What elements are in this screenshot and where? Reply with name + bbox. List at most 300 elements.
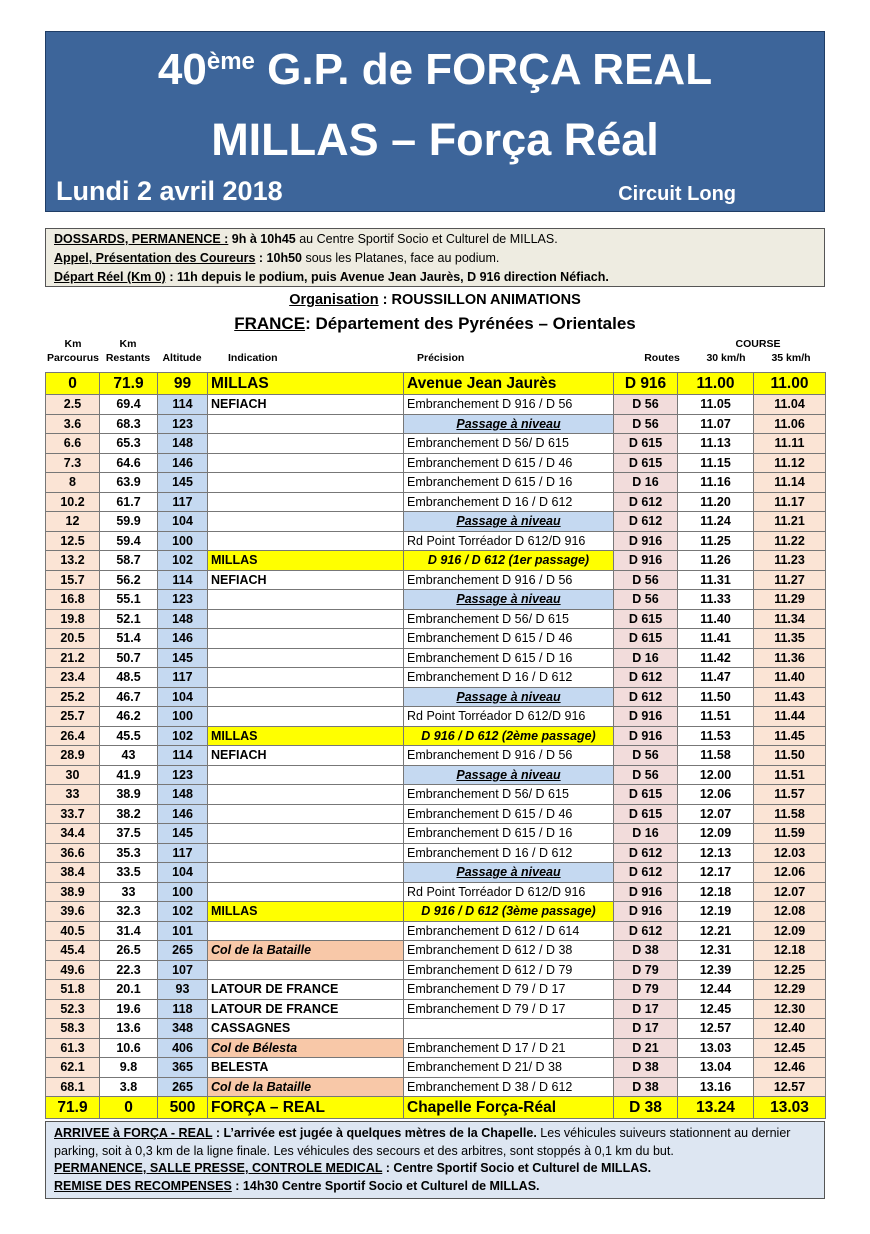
altitude-cell: 148 (158, 785, 208, 805)
km-cell: 34.4 (46, 824, 100, 844)
table-row (46, 999, 826, 1019)
route-cell: D 16 (614, 473, 678, 493)
col-prec-header: Précision (417, 352, 465, 364)
route-cell: D 615 (614, 434, 678, 454)
remaining-cell: 56.2 (100, 570, 158, 590)
route-cell: D 615 (614, 453, 678, 473)
table-row (46, 373, 826, 395)
remaining-cell: 41.9 (100, 765, 158, 785)
remaining-cell: 48.5 (100, 668, 158, 688)
remaining-cell: 69.4 (100, 395, 158, 415)
km-cell: 10.2 (46, 492, 100, 512)
time-35-cell: 12.18 (754, 941, 826, 961)
indication-cell (208, 590, 404, 610)
km-cell: 51.8 (46, 980, 100, 1000)
precision-cell: D 916 / D 612 (2ème passage) (404, 726, 614, 746)
km-cell: 15.7 (46, 570, 100, 590)
time-35-cell: 11.29 (754, 590, 826, 610)
route-cell: D 56 (614, 765, 678, 785)
precision-cell: Embranchement D 615 / D 46 (404, 804, 614, 824)
table-row (46, 980, 826, 1000)
route-cell: D 916 (614, 373, 678, 395)
table-row (46, 648, 826, 668)
km-cell: 49.6 (46, 960, 100, 980)
time-30-cell: 11.25 (678, 531, 754, 551)
remaining-cell: 52.1 (100, 609, 158, 629)
altitude-cell: 99 (158, 373, 208, 395)
indication-cell (208, 804, 404, 824)
route-cell: D 612 (614, 668, 678, 688)
indication-cell: MILLAS (208, 373, 404, 395)
route-cell: D 17 (614, 1019, 678, 1039)
km-cell: 12.5 (46, 531, 100, 551)
indication-cell: CASSAGNES (208, 1019, 404, 1039)
remaining-cell: 37.5 (100, 824, 158, 844)
precision-cell: Chapelle Força-Réal (404, 1097, 614, 1119)
time-35-cell: 12.46 (754, 1058, 826, 1078)
time-35-cell: 11.17 (754, 492, 826, 512)
precision-cell: Embranchement D 16 / D 612 (404, 668, 614, 688)
remaining-cell: 26.5 (100, 941, 158, 961)
indication-cell (208, 629, 404, 649)
table-row (46, 453, 826, 473)
km-cell: 28.9 (46, 746, 100, 766)
indication-cell (208, 785, 404, 805)
time-30-cell: 11.42 (678, 648, 754, 668)
time-35-cell: 11.57 (754, 785, 826, 805)
info-line-appel: Appel, Présentation des Coureurs : 10h50 sous les Platanes, face au podium. (54, 251, 500, 265)
remaining-cell: 59.9 (100, 512, 158, 532)
altitude-cell: 102 (158, 726, 208, 746)
route-cell: D 615 (614, 804, 678, 824)
col-course-header: COURSE (735, 338, 781, 350)
altitude-cell: 365 (158, 1058, 208, 1078)
indication-cell (208, 531, 404, 551)
remaining-cell: 46.2 (100, 707, 158, 727)
time-35-cell: 11.27 (754, 570, 826, 590)
route-cell: D 21 (614, 1038, 678, 1058)
time-30-cell: 13.04 (678, 1058, 754, 1078)
altitude-cell: 104 (158, 512, 208, 532)
altitude-cell: 102 (158, 902, 208, 922)
time-30-cell: 12.31 (678, 941, 754, 961)
altitude-cell: 146 (158, 453, 208, 473)
km-cell: 26.4 (46, 726, 100, 746)
time-30-cell: 12.21 (678, 921, 754, 941)
time-30-cell: 12.19 (678, 902, 754, 922)
altitude-cell: 117 (158, 492, 208, 512)
time-35-cell: 12.08 (754, 902, 826, 922)
km-cell: 71.9 (46, 1097, 100, 1119)
km-cell: 30 (46, 765, 100, 785)
time-30-cell: 11.15 (678, 453, 754, 473)
km-cell: 62.1 (46, 1058, 100, 1078)
remaining-cell: 0 (100, 1097, 158, 1119)
table-row (46, 687, 826, 707)
table-row (46, 960, 826, 980)
precision-cell: Embranchement D 79 / D 17 (404, 999, 614, 1019)
time-30-cell: 11.26 (678, 551, 754, 571)
time-35-cell: 11.14 (754, 473, 826, 493)
route-cell: D 615 (614, 609, 678, 629)
time-30-cell: 12.18 (678, 882, 754, 902)
indication-cell (208, 707, 404, 727)
precision-cell: Passage à niveau (404, 687, 614, 707)
precision-cell: Rd Point Torréador D 612/D 916 (404, 707, 614, 727)
km-cell: 36.6 (46, 843, 100, 863)
indication-cell (208, 609, 404, 629)
route-cell: D 56 (614, 570, 678, 590)
km-cell: 45.4 (46, 941, 100, 961)
precision-cell: Embranchement D 615 / D 46 (404, 453, 614, 473)
time-30-cell: 11.13 (678, 434, 754, 454)
indication-cell: NEFIACH (208, 395, 404, 415)
remaining-cell: 22.3 (100, 960, 158, 980)
table-row (46, 1097, 826, 1119)
km-cell: 38.9 (46, 882, 100, 902)
time-35-cell: 12.30 (754, 999, 826, 1019)
indication-cell (208, 882, 404, 902)
info-box (45, 228, 825, 287)
time-35-cell: 11.40 (754, 668, 826, 688)
route-cell: D 56 (614, 395, 678, 415)
time-30-cell: 11.33 (678, 590, 754, 610)
altitude-cell: 348 (158, 1019, 208, 1039)
route-cell: D 16 (614, 824, 678, 844)
time-35-cell: 11.58 (754, 804, 826, 824)
table-row (46, 882, 826, 902)
precision-cell: Embranchement D 615 / D 16 (404, 824, 614, 844)
col-ind-header: Indication (228, 352, 278, 364)
table-row (46, 590, 826, 610)
precision-cell: Embranchement D 612 / D 79 (404, 960, 614, 980)
km-cell: 58.3 (46, 1019, 100, 1039)
time-35-cell: 11.43 (754, 687, 826, 707)
altitude-cell: 102 (158, 551, 208, 571)
table-row (46, 1077, 826, 1097)
time-30-cell: 11.05 (678, 395, 754, 415)
time-30-cell: 12.17 (678, 863, 754, 883)
altitude-cell: 145 (158, 648, 208, 668)
km-cell: 21.2 (46, 648, 100, 668)
table-row (46, 492, 826, 512)
precision-cell: Avenue Jean Jaurès (404, 373, 614, 395)
precision-cell: Embranchement D 612 / D 38 (404, 941, 614, 961)
indication-cell (208, 512, 404, 532)
km-cell: 39.6 (46, 902, 100, 922)
table-row (46, 804, 826, 824)
indication-cell (208, 648, 404, 668)
precision-cell: D 916 / D 612 (1er passage) (404, 551, 614, 571)
indication-cell (208, 921, 404, 941)
altitude-cell: 93 (158, 980, 208, 1000)
indication-cell (208, 863, 404, 883)
precision-cell: Embranchement D 916 / D 56 (404, 746, 614, 766)
time-30-cell: 11.40 (678, 609, 754, 629)
table-row (46, 512, 826, 532)
time-35-cell: 11.12 (754, 453, 826, 473)
altitude-cell: 123 (158, 765, 208, 785)
table-row (46, 551, 826, 571)
precision-cell: Embranchement D 916 / D 56 (404, 570, 614, 590)
time-35-cell: 11.35 (754, 629, 826, 649)
time-30-cell: 12.45 (678, 999, 754, 1019)
time-35-cell: 11.51 (754, 765, 826, 785)
remaining-cell: 43 (100, 746, 158, 766)
altitude-cell: 107 (158, 960, 208, 980)
race-subtitle: MILLAS – Força Réal (211, 114, 659, 165)
route-cell: D 612 (614, 863, 678, 883)
remaining-cell: 19.6 (100, 999, 158, 1019)
time-30-cell: 11.00 (678, 373, 754, 395)
route-cell: D 916 (614, 531, 678, 551)
remaining-cell: 65.3 (100, 434, 158, 454)
altitude-cell: 146 (158, 804, 208, 824)
time-35-cell: 11.59 (754, 824, 826, 844)
time-35-cell: 11.21 (754, 512, 826, 532)
footer-box (45, 1121, 825, 1199)
table-row (46, 414, 826, 434)
altitude-cell: 148 (158, 609, 208, 629)
col-km-header: Km Parcourus (47, 338, 99, 364)
indication-cell: FORÇA – REAL (208, 1097, 404, 1119)
remaining-cell: 59.4 (100, 531, 158, 551)
time-30-cell: 12.00 (678, 765, 754, 785)
time-35-cell: 11.23 (754, 551, 826, 571)
table-row (46, 1019, 826, 1039)
precision-cell: D 916 / D 612 (3ème passage) (404, 902, 614, 922)
remaining-cell: 71.9 (100, 373, 158, 395)
table-row (46, 941, 826, 961)
time-30-cell: 11.07 (678, 414, 754, 434)
remaining-cell: 64.6 (100, 453, 158, 473)
time-30-cell: 13.03 (678, 1038, 754, 1058)
route-cell: D 916 (614, 726, 678, 746)
time-30-cell: 12.13 (678, 843, 754, 863)
time-35-cell: 11.34 (754, 609, 826, 629)
time-30-cell: 11.31 (678, 570, 754, 590)
remaining-cell: 38.9 (100, 785, 158, 805)
precision-cell: Passage à niveau (404, 512, 614, 532)
time-35-cell: 12.45 (754, 1038, 826, 1058)
route-cell: D 612 (614, 843, 678, 863)
precision-cell: Embranchement D 615 / D 16 (404, 473, 614, 493)
time-30-cell: 11.53 (678, 726, 754, 746)
time-35-cell: 11.22 (754, 531, 826, 551)
km-cell: 2.5 (46, 395, 100, 415)
indication-cell: BELESTA (208, 1058, 404, 1078)
indication-cell (208, 843, 404, 863)
table-row (46, 434, 826, 454)
altitude-cell: 118 (158, 999, 208, 1019)
indication-cell (208, 668, 404, 688)
table-row (46, 902, 826, 922)
precision-cell: Passage à niveau (404, 590, 614, 610)
time-30-cell: 11.16 (678, 473, 754, 493)
time-35-cell: 11.45 (754, 726, 826, 746)
remaining-cell: 46.7 (100, 687, 158, 707)
col-rest-header: Km Restants (105, 338, 151, 364)
remaining-cell: 10.6 (100, 1038, 158, 1058)
route-cell: D 916 (614, 707, 678, 727)
precision-cell: Passage à niveau (404, 765, 614, 785)
info-line-depart: Départ Réel (Km 0) : 11h depuis le podium, puis Avenue Jean Jaurès, D 916 direction Néfiach. (54, 270, 609, 284)
table-row (46, 629, 826, 649)
route-table-body (46, 373, 826, 1119)
table-row (46, 395, 826, 415)
col-t35-header: 35 km/h (771, 352, 811, 364)
table-row (46, 473, 826, 493)
title-banner (45, 31, 825, 212)
circuit-label: Circuit Long (618, 183, 736, 205)
remaining-cell: 32.3 (100, 902, 158, 922)
col-alt-header: Altitude (162, 352, 202, 364)
time-30-cell: 12.44 (678, 980, 754, 1000)
time-35-cell: 11.00 (754, 373, 826, 395)
altitude-cell: 123 (158, 590, 208, 610)
time-30-cell: 11.20 (678, 492, 754, 512)
time-30-cell: 12.07 (678, 804, 754, 824)
route-cell: D 16 (614, 648, 678, 668)
km-cell: 12 (46, 512, 100, 532)
time-35-cell: 11.11 (754, 434, 826, 454)
department-line: FRANCE: Département des Pyrénées – Orientales (234, 314, 636, 333)
route-cell: D 56 (614, 590, 678, 610)
km-cell: 52.3 (46, 999, 100, 1019)
time-35-cell: 11.06 (754, 414, 826, 434)
time-35-cell: 12.06 (754, 863, 826, 883)
altitude-cell: 101 (158, 921, 208, 941)
precision-cell: Rd Point Torréador D 612/D 916 (404, 531, 614, 551)
altitude-cell: 117 (158, 668, 208, 688)
indication-cell (208, 687, 404, 707)
indication-cell: MILLAS (208, 902, 404, 922)
col-t30-header: 30 km/h (706, 352, 746, 364)
route-cell: D 916 (614, 551, 678, 571)
altitude-cell: 265 (158, 1077, 208, 1097)
remaining-cell: 61.7 (100, 492, 158, 512)
precision-cell: Embranchement D 56/ D 615 (404, 434, 614, 454)
remaining-cell: 58.7 (100, 551, 158, 571)
time-35-cell: 12.40 (754, 1019, 826, 1039)
table-row (46, 765, 826, 785)
route-cell: D 17 (614, 999, 678, 1019)
precision-cell: Embranchement D 56/ D 615 (404, 785, 614, 805)
precision-cell: Embranchement D 17 / D 21 (404, 1038, 614, 1058)
time-35-cell: 12.07 (754, 882, 826, 902)
precision-cell: Embranchement D 615 / D 46 (404, 629, 614, 649)
indication-cell: NEFIACH (208, 570, 404, 590)
table-row (46, 746, 826, 766)
remaining-cell: 20.1 (100, 980, 158, 1000)
indication-cell: MILLAS (208, 726, 404, 746)
time-35-cell: 12.29 (754, 980, 826, 1000)
table-row (46, 531, 826, 551)
altitude-cell: 148 (158, 434, 208, 454)
route-cell: D 612 (614, 512, 678, 532)
time-30-cell: 11.58 (678, 746, 754, 766)
table-row (46, 843, 826, 863)
time-30-cell: 12.57 (678, 1019, 754, 1039)
precision-cell: Embranchement D 16 / D 612 (404, 492, 614, 512)
time-30-cell: 11.41 (678, 629, 754, 649)
indication-cell (208, 492, 404, 512)
time-35-cell: 12.09 (754, 921, 826, 941)
remaining-cell: 3.8 (100, 1077, 158, 1097)
route-cell: D 56 (614, 414, 678, 434)
time-35-cell: 12.57 (754, 1077, 826, 1097)
table-row (46, 726, 826, 746)
indication-cell (208, 434, 404, 454)
table-row (46, 570, 826, 590)
time-30-cell: 13.16 (678, 1077, 754, 1097)
indication-cell: Col de la Bataille (208, 941, 404, 961)
route-cell: D 612 (614, 921, 678, 941)
altitude-cell: 104 (158, 863, 208, 883)
km-cell: 33 (46, 785, 100, 805)
indication-cell: Col de la Bataille (208, 1077, 404, 1097)
km-cell: 0 (46, 373, 100, 395)
time-35-cell: 11.44 (754, 707, 826, 727)
indication-cell: MILLAS (208, 551, 404, 571)
altitude-cell: 114 (158, 570, 208, 590)
km-cell: 3.6 (46, 414, 100, 434)
altitude-cell: 123 (158, 414, 208, 434)
table-row (46, 863, 826, 883)
km-cell: 25.2 (46, 687, 100, 707)
time-30-cell: 11.51 (678, 707, 754, 727)
info-line-dossards: DOSSARDS, PERMANENCE : 9h à 10h45 au Centre Sportif Socio et Culturel de MILLAS. (54, 232, 558, 246)
km-cell: 7.3 (46, 453, 100, 473)
altitude-cell: 100 (158, 707, 208, 727)
km-cell: 68.1 (46, 1077, 100, 1097)
precision-cell: Embranchement D 16 / D 612 (404, 843, 614, 863)
table-row (46, 921, 826, 941)
precision-cell: Embranchement D 38 / D 612 (404, 1077, 614, 1097)
time-30-cell: 13.24 (678, 1097, 754, 1119)
remaining-cell: 38.2 (100, 804, 158, 824)
route-cell: D 79 (614, 980, 678, 1000)
altitude-cell: 146 (158, 629, 208, 649)
km-cell: 20.5 (46, 629, 100, 649)
precision-cell: Embranchement D 79 / D 17 (404, 980, 614, 1000)
altitude-cell: 100 (158, 531, 208, 551)
route-cell: D 79 (614, 960, 678, 980)
km-cell: 23.4 (46, 668, 100, 688)
table-row (46, 785, 826, 805)
table-row (46, 1058, 826, 1078)
indication-cell: LATOUR DE FRANCE (208, 999, 404, 1019)
precision-cell: Embranchement D 21/ D 38 (404, 1058, 614, 1078)
altitude-cell: 145 (158, 473, 208, 493)
race-date: Lundi 2 avril 2018 (56, 176, 283, 206)
footer-arrivee: ARRIVEE à FORÇA - REAL : L’arrivée est jugée à quelques mètres de la Chapelle. Les véhicules suiveurs stationnent au dernier parking, soit à 0,3 km de la ligne finale. Les véhicules des secours et des arbitres, sont stoppés à 0,1 km du but. (54, 1126, 791, 1158)
precision-cell: Embranchement D 612 / D 614 (404, 921, 614, 941)
table-row (46, 609, 826, 629)
table-row (46, 824, 826, 844)
remaining-cell: 33 (100, 882, 158, 902)
altitude-cell: 145 (158, 824, 208, 844)
remaining-cell: 13.6 (100, 1019, 158, 1039)
table-row (46, 1038, 826, 1058)
indication-cell: NEFIACH (208, 746, 404, 766)
km-cell: 16.8 (46, 590, 100, 610)
route-cell: D 38 (614, 1058, 678, 1078)
remaining-cell: 45.5 (100, 726, 158, 746)
km-cell: 19.8 (46, 609, 100, 629)
km-cell: 13.2 (46, 551, 100, 571)
precision-cell: Passage à niveau (404, 414, 614, 434)
